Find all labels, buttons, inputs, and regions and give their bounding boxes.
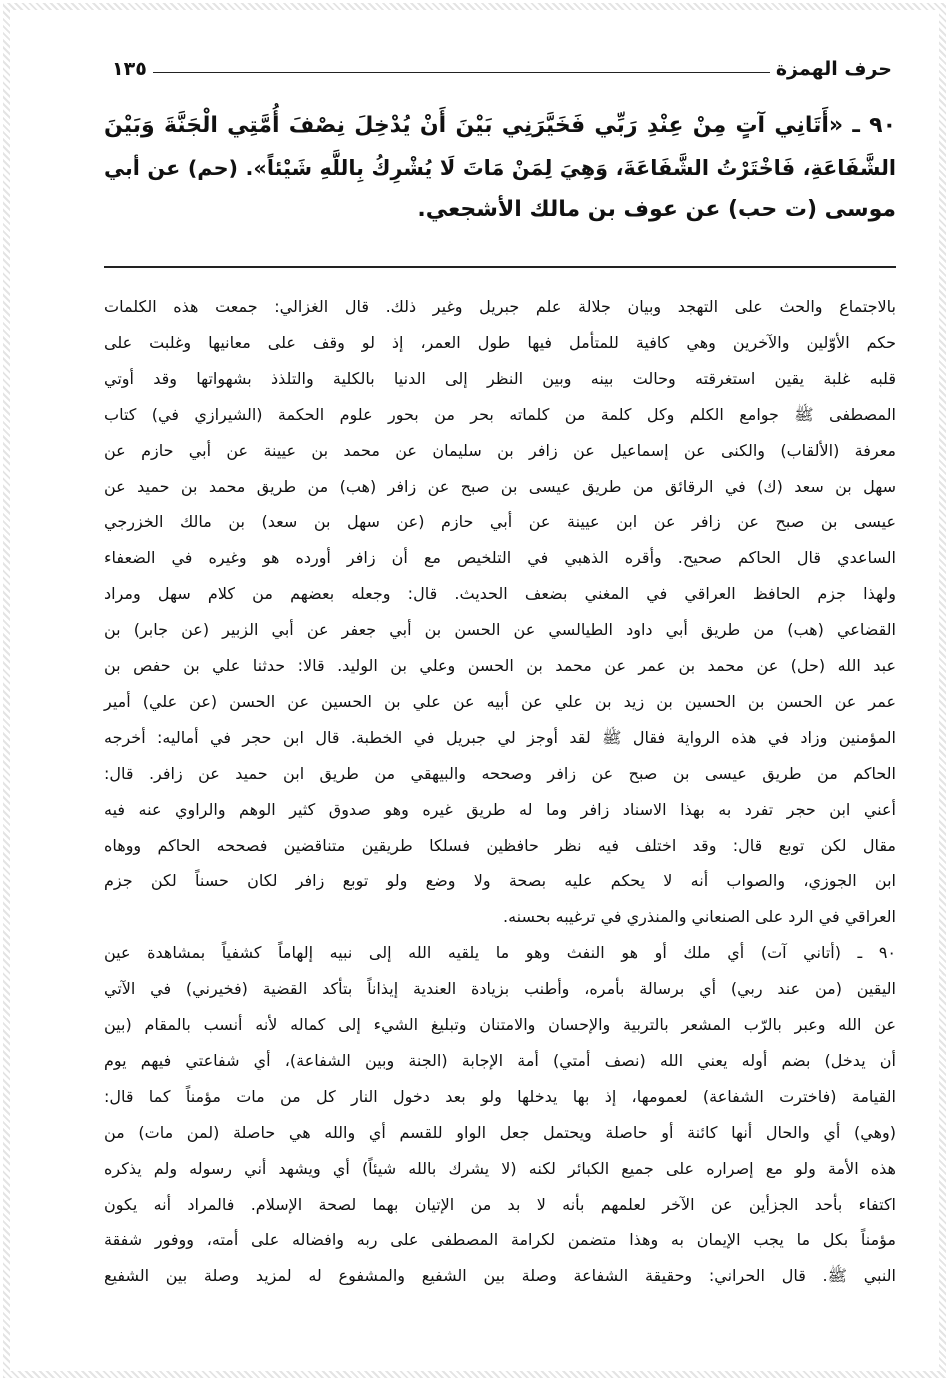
commentary-line: أعني ابن حجر تفرد به بهذا الاسناد زافر وما له طريق غيره وهو صدوق كثير الوهم والراوي عنه فيه: [104, 799, 896, 819]
commentary-line: سهل بن سعد (ك) في الرقائق من طريق عيسى بن صبح عن زافر (هب) من طريق محمد بن حميد عن: [104, 476, 896, 496]
running-header: [112, 44, 892, 80]
commentary-line: مقال لكن توبع قال: وقد اختلف فيه نظر حافظين فسلكا طريقين متناقضين فصححه الحاكم ووهاه: [104, 835, 896, 855]
commentary-line: اليقين (من عند ربي) أي برسالة بأمره، وأطنب بزيادة العندية إيذاناً بتأكد القضية (فخيرني) في الآتي: [104, 979, 896, 999]
hadith-line: موسى (ت حب) عن عوف بن مالك الأشجعي.: [417, 197, 896, 222]
commentary-line: قلبه غلبة يقين استغرقته وحالت بينه وبين النظر إلى الدنيا بالكلية والتلذذ بشهواتها وقد أوتي: [104, 368, 896, 388]
commentary-line: ابن الجوزي، والصواب أنه لا يحكم عليه بصحة ولا وضع ولو توبع زافر لكان حسناً لكن جزم: [104, 871, 896, 891]
commentary-line: الحاكم من طريق عيسى بن صبح عن زافر وصححه والبيهقي من طريق ابن حميد عن زافر. قال:: [104, 763, 896, 783]
hadith-line: ٩٠ ـ «أَتَانِي آتٍ مِنْ عِنْدِ رَبِّي فَخَيَّرَنِي بَيْنَ أَنْ يُدْخِلَ نِصْفَ أُمَّتِي الْجَنَّةَ وَبَيْنَ: [104, 113, 896, 138]
page-number: ١٣٥: [112, 58, 147, 80]
commentary-line: ولهذا جزم الحافظ العراقي في المغني بضعف الحديث. قال: وجعله بعضهم من كلام سهل ومراد: [104, 584, 896, 604]
commentary-line: النبي ﷺ. قال الحراني: وحقيقة الشفاعة وصلة بين الشفيع والمشفوع له لمزيد وصلة بين الشفيع: [104, 1266, 896, 1286]
chapter-title: حرف الهمزة: [775, 58, 892, 80]
commentary-line: حكم الأوّلين والآخرين وهي كافية للمتأمل فيها طول العمر، إذ لو وقف على معانيها وغلبت على: [104, 332, 896, 352]
commentary-line: القضاعي (هب) من طريق أبي داود الطيالسي عن الحسن بن أبي جعفر عن أبي الزبير (عن جابر) بن: [104, 620, 896, 640]
header-rule: [153, 72, 770, 73]
commentary-line: عبد الله (حل) عن محمد بن عمر عن محمد بن الحسن وعلي بن الوليد. قالا: حدثنا علي بن حفص بن: [104, 656, 896, 675]
commentary-line: معرفة (الألقاب) والكنى عن إسماعيل عن زافر بن سليمان عن محمد بن عيينة عن أبي حازم عن: [104, 440, 896, 460]
commentary-line: عمر عن الحسن بن الحسين بن زيد بن علي عن أبيه عن علي بن الحسين عن الحسن (عن علي) أمير: [104, 691, 896, 711]
commentary-line: المؤمنين وزاد في هذه الرواية فقال ﷺ لقد أوجز لي جبريل في الخطبة. قال ابن حجر في أماليه: أخرجه: [104, 727, 896, 747]
hadith-line: الشَّفَاعَةِ، فَاخْتَرْتُ الشَّفَاعَةَ، وَهِيَ لِمَنْ مَاتَ لَا يُشْرِكُ بِاللَّهِ شَيْئاً». (حم) عن أبي: [104, 156, 896, 180]
footnote-divider: [104, 266, 896, 268]
commentary-line: الساعدي قال الحاكم صحيح. وأقره الذهبي في التلخيص مع أن زافر أورده هو وغيره في الضعفاء: [104, 548, 896, 568]
commentary-line: العراقي في الرد على الصنعاني والمنذري في ترغيبه بحسنه.: [502, 907, 896, 927]
commentary-line: ٩٠ ـ (أتاني آت) أي ملك أو هو النفث وهو ما يلقيه الله إلى نبيه إلهاماً كشفياً بمشاهدة عين: [104, 943, 896, 963]
commentary-line: القيامة (فاخترت الشفاعة) لعمومها، إذ بها يدخلها ولو بعد دخول النار كل من مات مؤمناً كما قال:: [104, 1086, 896, 1106]
commentary-line: هذه الأمة ولو مع إصراره على جميع الكبائر لكنه (لا يشرك بالله شيئاً) أي ويشهد أني رسوله ولم يذكره: [104, 1158, 896, 1178]
commentary-line: أن يدخل) بضم أوله يعني الله (نصف أمتي) أمة الإجابة (الجنة وبين الشفاعة)، أي شفاعتي فيهم يوم: [104, 1050, 896, 1070]
commentary-line: عن الله وعبر بالرّب المشعر بالتربية والإحسان والامتنان وتبليغ الشيء إلى كماله لأنه أنسب بالمقام (بين: [104, 1015, 896, 1034]
commentary-line: اكتفاء بأحد الجزأين عن الآخر لعلمهم بأنه لا بد من الإتيان بهما لصحة الإسلام. فالمراد أنه يكون: [104, 1194, 896, 1214]
commentary-line: المصطفى ﷺ جوامع الكلم وكل كلمة من كلماته بحر من بحور علوم الحكمة (الشيرازي في) كتاب: [104, 404, 896, 424]
commentary-line: (وهي) أي والحال أنها كائنة أو حاصلة ويحتمل جعل الواو للقسم أي والله هي حاصلة (لمن مات) من: [104, 1122, 896, 1142]
commentary-line: بالاجتماع والحث على التهجد وبيان جلالة علم جبريل وغير ذلك. قال الغزالي: جمعت هذه الكلمات: [104, 297, 896, 316]
commentary-line: مؤمناً بكل ما يجب الإيمان به وهذا متضمن لكرامة المصطفى على ربه وافضاله على أمته، ووفور شفقة: [104, 1230, 896, 1250]
commentary-line: عيسى بن صبح عن زافر عن ابن عيينة عن أبي حازم (عن سهل بن سعد) بن مالك الخزرجي: [104, 512, 896, 532]
